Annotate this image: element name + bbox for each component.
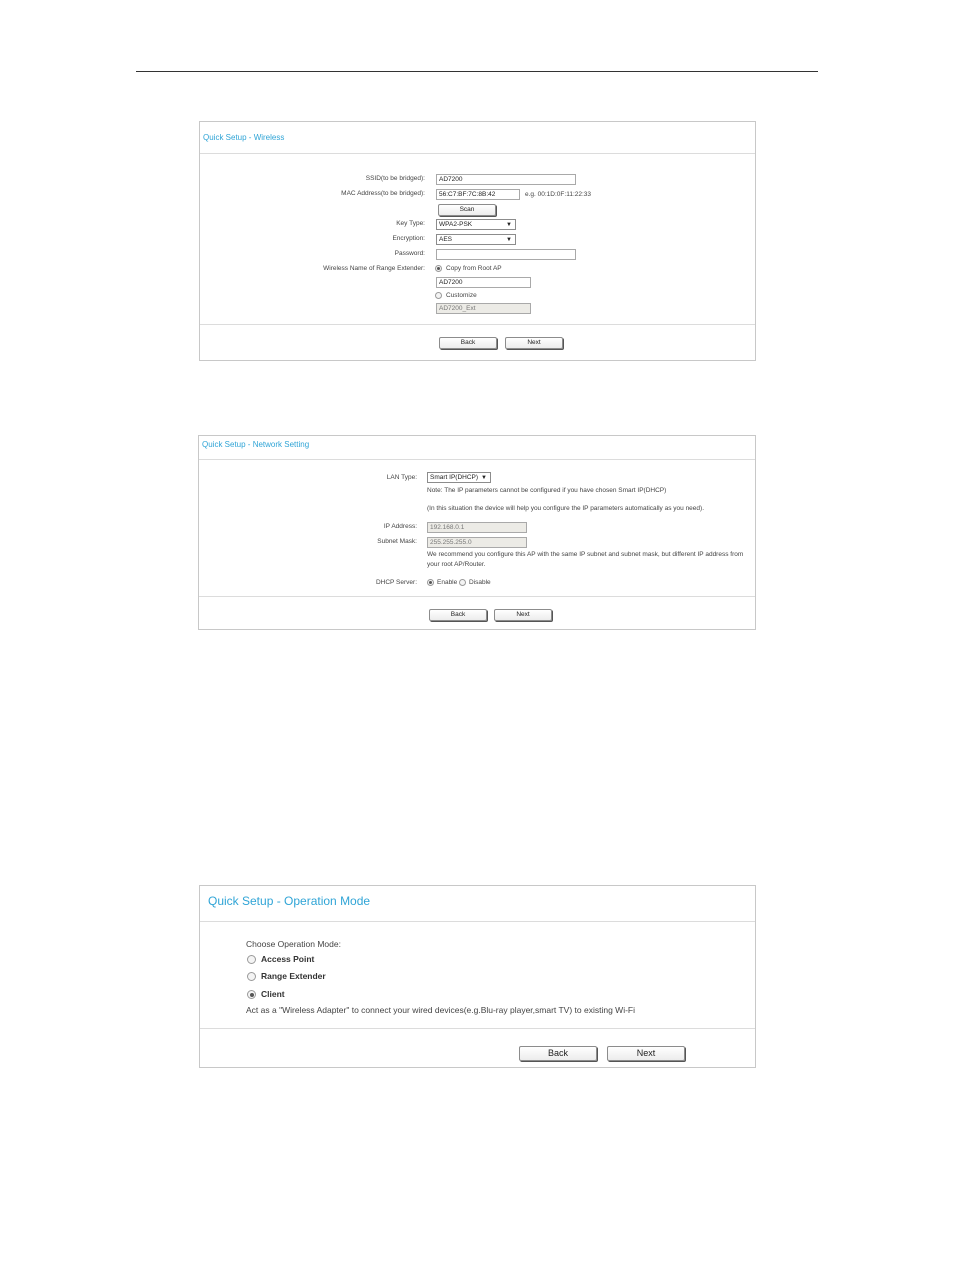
password-input[interactable] bbox=[436, 249, 576, 260]
lantype-label: LAN Type: bbox=[386, 474, 417, 481]
dhcp-enable-radio[interactable] bbox=[427, 579, 434, 586]
ip-label: IP Address: bbox=[383, 523, 417, 530]
dhcp-disable-label: Disable bbox=[469, 579, 491, 586]
ip-input[interactable]: 192.168.0.1 bbox=[427, 522, 527, 533]
keytype-select[interactable] bbox=[436, 219, 516, 230]
password-label: Password: bbox=[394, 250, 425, 257]
ssid-label: SSID(to be bridged): bbox=[365, 175, 425, 182]
copy-input[interactable]: AD7200 bbox=[436, 277, 531, 288]
encryption-value: AES bbox=[439, 236, 453, 243]
opmode-panel bbox=[199, 885, 756, 1068]
note-line-2: (In this situation the device will help you configure the IP parameters automatically as you need). bbox=[427, 505, 705, 512]
customize-label: Customize bbox=[446, 292, 477, 299]
keytype-value: WPA2-PSK bbox=[439, 221, 473, 228]
next-button[interactable]: Next bbox=[494, 609, 552, 621]
copy-radio[interactable] bbox=[435, 265, 442, 272]
mask-input[interactable]: 255.255.255.0 bbox=[427, 537, 527, 548]
chevron-down-icon: ▼ bbox=[506, 222, 512, 228]
recommend-line-1: We recommend you configure this AP with the same IP subnet and subnet mask, but different IP address from bbox=[427, 551, 744, 558]
divider bbox=[199, 596, 755, 597]
client-radio[interactable] bbox=[247, 990, 256, 999]
network-panel-title: Quick Setup - Network Setting bbox=[202, 440, 310, 449]
mask-label: Subnet Mask: bbox=[377, 538, 417, 545]
back-button[interactable]: Back bbox=[439, 337, 497, 349]
range-extender-label: Range Extender bbox=[261, 971, 326, 981]
back-button[interactable]: Back bbox=[429, 609, 487, 621]
customize-input[interactable]: AD7200_Ext bbox=[436, 303, 531, 314]
mac-input[interactable]: 56:C7:BF:7C:8B:42 bbox=[436, 189, 520, 200]
lantype-select[interactable] bbox=[427, 472, 491, 483]
dhcp-disable-radio[interactable] bbox=[459, 579, 466, 586]
mac-hint: e.g. 00:1D:0F:11:22:33 bbox=[525, 191, 592, 198]
divider bbox=[200, 921, 755, 922]
ssid-input[interactable]: AD7200 bbox=[436, 174, 576, 185]
opmode-panel-title: Quick Setup - Operation Mode bbox=[208, 894, 371, 908]
encryption-label: Encryption: bbox=[392, 235, 425, 242]
client-label: Client bbox=[261, 989, 285, 999]
back-button[interactable]: Back bbox=[519, 1046, 597, 1061]
mac-label: MAC Address(to be bridged): bbox=[341, 190, 425, 197]
keytype-label: Key Type: bbox=[396, 220, 425, 227]
divider bbox=[200, 153, 755, 154]
extname-label: Wireless Name of Range Extender: bbox=[323, 265, 425, 272]
access-point-label: Access Point bbox=[261, 954, 315, 964]
dhcp-enable-label: Enable bbox=[437, 579, 458, 586]
note-line-1: Note: The IP parameters cannot be configured if you have chosen Smart IP(DHCP) bbox=[427, 487, 667, 494]
access-point-radio[interactable] bbox=[247, 955, 256, 964]
chevron-down-icon: ▼ bbox=[506, 237, 512, 243]
network-panel bbox=[198, 435, 756, 630]
client-description: Act as a "Wireless Adapter" to connect your wired devices(e.g.Blu-ray player,smart TV) to existing Wi-Fi bbox=[246, 1005, 635, 1015]
copy-label: Copy from Root AP bbox=[446, 265, 502, 272]
divider bbox=[200, 1028, 755, 1029]
customize-radio[interactable] bbox=[435, 292, 442, 299]
dhcp-label: DHCP Server: bbox=[375, 579, 417, 586]
wireless-panel bbox=[199, 121, 756, 361]
page-top-rule bbox=[136, 71, 818, 72]
choose-label: Choose Operation Mode: bbox=[246, 939, 341, 949]
range-extender-radio[interactable] bbox=[247, 972, 256, 981]
chevron-down-icon: ▼ bbox=[481, 475, 487, 481]
divider bbox=[199, 459, 755, 460]
recommend-line-2: your root AP/Router. bbox=[427, 561, 486, 568]
lantype-value: Smart IP(DHCP) bbox=[430, 474, 479, 481]
scan-button[interactable]: Scan bbox=[438, 204, 496, 216]
next-button[interactable]: Next bbox=[607, 1046, 685, 1061]
wireless-panel-title: Quick Setup - Wireless bbox=[203, 133, 285, 142]
encryption-select[interactable] bbox=[436, 234, 516, 245]
next-button[interactable]: Next bbox=[505, 337, 563, 349]
divider bbox=[200, 324, 755, 325]
